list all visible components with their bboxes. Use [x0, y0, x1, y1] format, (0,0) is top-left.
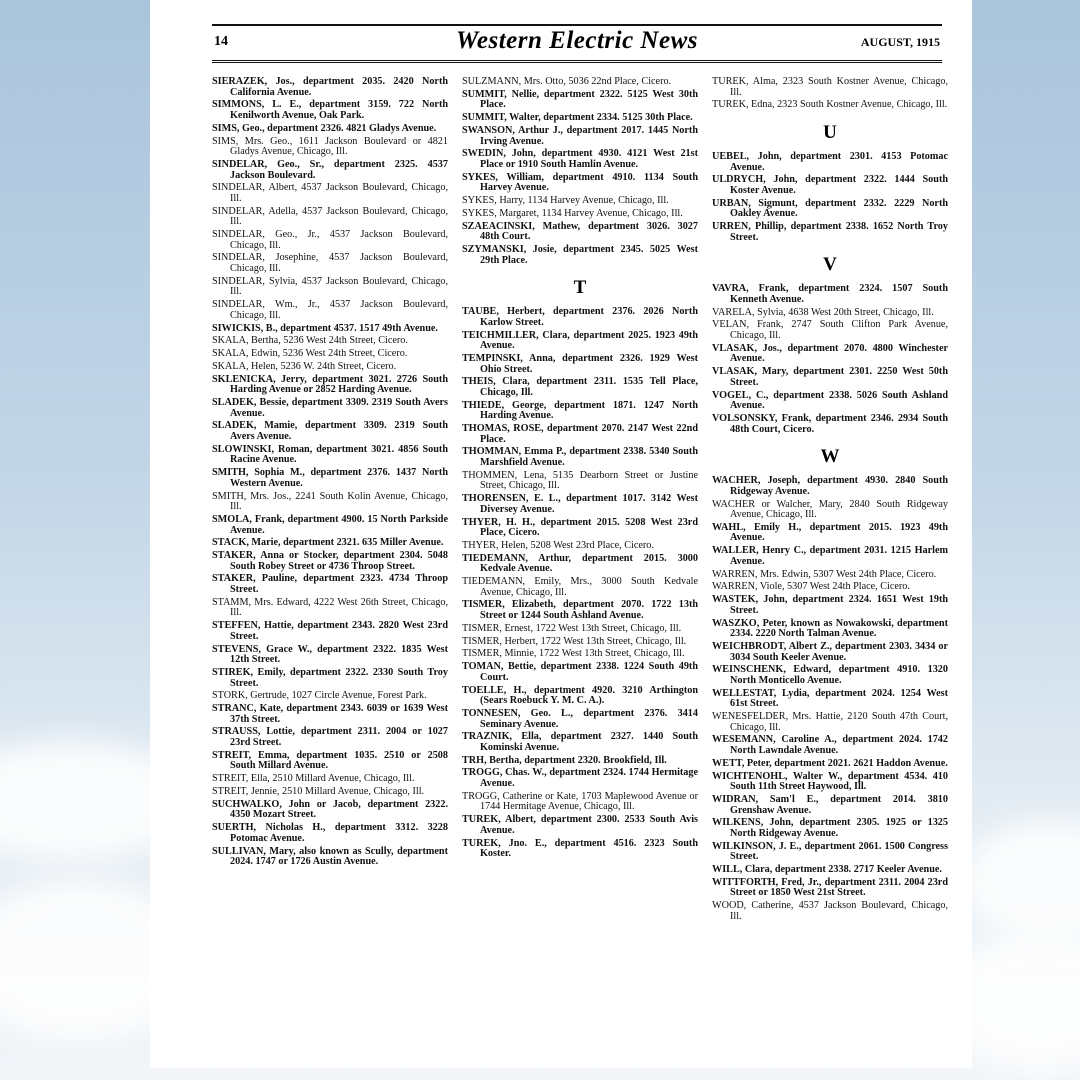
directory-entry: STACK, Marie, department 2321. 635 Miller Avenue. — [212, 537, 444, 549]
directory-entry: SINDELAR, Albert, 4537 Jackson Boulevard, Chicago, Ill. — [212, 182, 448, 204]
directory-entry: WIDRAN, Sam'l E., department 2014. 3810 Grenshaw Avenue. — [712, 793, 948, 816]
directory-entry: SYKES, William, department 4910. 1134 South Harvey Avenue. — [462, 171, 698, 194]
directory-entry: SMITH, Mrs. Jos., 2241 South Kolin Avenue, Chicago, Ill. — [212, 490, 448, 513]
directory-entry: SWEDIN, John, department 4930. 4121 West 21st Place or 1910 South Hamlin Avenue. — [462, 148, 698, 170]
directory-entry: STRAUSS, Lottie, department 2311. 2004 or 1027 23rd Street. — [212, 726, 448, 749]
directory-entry: SKALA, Edwin, 5236 West 24th Street, Cicero. — [212, 348, 408, 360]
directory-entry: VOGEL, C., department 2338. 5026 South Ashland Avenue. — [712, 389, 948, 412]
directory-entry: TRAZNIK, Ella, department 2327. 1440 South Kominski Avenue. — [462, 731, 698, 753]
directory-entry: WASZKO, Peter, known as Nowakowski, department 2334. 2220 North Talman Avenue. — [712, 617, 948, 640]
directory-entry: SUERTH, Nicholas H., department 3312. 3228 Potomac Avenue. — [212, 822, 448, 844]
directory-entry: SZAEACINSKI, Mathew, department 3026. 3027 48th Court. — [462, 220, 698, 243]
directory-entry: WILKINSON, J. E., department 2061. 1500 Congress Street. — [712, 840, 948, 863]
directory-entry: THEIS, Clara, department 2311. 1535 Tell Place, Chicago, Ill. — [462, 376, 698, 398]
directory-column-1 — [212, 77, 448, 925]
directory-entry: SINDELAR, Wm., Jr., 4537 Jackson Boulevard, Chicago, Ill. — [212, 299, 448, 321]
directory-entry: WALLER, Henry C., department 2031. 1215 Harlem Avenue. — [712, 545, 948, 567]
directory-entry: WAHL, Emily H., department 2015. 1923 49th Avenue. — [712, 521, 948, 544]
directory-entry: THOMMAN, Emma P., department 2338. 5340 South Marshfield Avenue. — [462, 446, 698, 469]
directory-entry: THYER, H. H., department 2015. 5208 West 23rd Place, Cicero. — [462, 516, 698, 539]
directory-entry: SKLENICKA, Jerry, department 3021. 2726 South Harding Avenue or 2852 Harding Avenue. — [212, 373, 448, 396]
directory-entry: THYER, Helen, 5208 West 23rd Place, Cicero. — [462, 539, 654, 551]
directory-entry: STREIT, Ella, 2510 Millard Avenue, Chicago, Ill. — [212, 773, 415, 785]
section-letter: V — [823, 254, 837, 276]
directory-entry: SULZMANN, Mrs. Otto, 5036 22nd Place, Cicero. — [462, 76, 672, 87]
directory-entry: WOOD, Catherine, 4537 Jackson Boulevard, Chicago, Ill. — [712, 900, 948, 922]
directory-entry: TROGG, Catherine or Kate, 1703 Maplewood Avenue or 1744 Hermitage Avenue, Chicago, Ill. — [462, 790, 698, 813]
directory-entry: TIEDEMANN, Emily, Mrs., 3000 South Kedvale Avenue, Chicago, Ill. — [462, 576, 698, 598]
directory-entry: URREN, Phillip, department 2338. 1652 North Troy Street. — [712, 221, 948, 243]
directory-entry: STREIT, Emma, department 1035. 2510 or 2508 South Millard Avenue. — [212, 749, 448, 772]
directory-entry: SIMS, Mrs. Geo., 1611 Jackson Boulevard or 4821 Gladys Avenue, Chicago, Ill. — [212, 135, 448, 158]
directory-entry: SLADEK, Bessie, department 3309. 2319 South Avers Avenue. — [212, 397, 448, 419]
newspaper-page — [150, 0, 972, 1068]
directory-column-3 — [712, 77, 948, 925]
directory-entry: TUREK, Albert, department 2300. 2533 South Avis Avenue. — [462, 814, 698, 836]
directory-entry: WESEMANN, Caroline A., department 2024. 1742 North Lawndale Avenue. — [712, 734, 948, 757]
directory-entry: TUREK, Jno. E., department 4516. 2323 South Koster. — [462, 837, 698, 860]
directory-entry: VLASAK, Mary, department 2301. 2250 West 50th Street. — [712, 366, 948, 388]
directory-entry: STRANC, Kate, department 2343. 6039 or 1639 West 37th Street. — [212, 703, 448, 725]
directory-entry: SIMMONS, L. E., department 3159. 722 North Kenilworth Avenue, Oak Park. — [212, 99, 448, 121]
directory-entry: TROGG, Chas. W., department 2324. 1744 Hermitage Avenue. — [462, 767, 698, 790]
directory-entry: TUREK, Alma, 2323 South Kostner Avenue, Chicago, Ill. — [712, 76, 948, 98]
directory-entry: WACHER or Walcher, Mary, 2840 South Ridgeway Avenue, Chicago, Ill. — [712, 498, 948, 521]
directory-entry: STORK, Gertrude, 1027 Circle Avenue, Forest Park. — [212, 690, 427, 702]
directory-columns — [212, 76, 948, 925]
directory-entry: THORENSEN, E. L., department 1017. 3142 West Diversey Avenue. — [462, 493, 698, 515]
directory-entry: SWANSON, Arthur J., department 2017. 1445 North Irving Avenue. — [462, 124, 698, 147]
directory-entry: STAKER, Anna or Stocker, department 2304. 5048 South Robey Street or 4736 Throop Street. — [212, 550, 448, 572]
directory-entry: SINDELAR, Geo., Sr., department 2325. 4537 Jackson Boulevard. — [212, 158, 448, 181]
directory-entry: WENESFELDER, Mrs. Hattie, 2120 South 47th Court, Chicago, Ill. — [712, 711, 948, 733]
directory-entry: VLASAK, Jos., department 2070. 4800 Winchester Avenue. — [712, 342, 948, 365]
page-number: 14 — [214, 34, 228, 49]
directory-entry: VARELA, Sylvia, 4638 West 20th Street, Chicago, Ill. — [712, 306, 934, 318]
publication-title: Western Electric News — [456, 27, 698, 54]
directory-entry: SIMS, Geo., department 2326. 4821 Gladys Avenue. — [212, 122, 437, 134]
directory-entry: SIWICKIS, B., department 4537. 1517 49th Avenue. — [212, 322, 438, 334]
directory-entry: SUMMIT, Walter, department 2334. 5125 30th Place. — [462, 112, 693, 124]
directory-entry: SINDELAR, Adella, 4537 Jackson Boulevard, Chicago, Ill. — [212, 205, 448, 228]
directory-entry: WARREN, Viole, 5307 West 24th Place, Cicero. — [712, 581, 910, 593]
directory-entry: SMITH, Sophia M., department 2376. 1437 North Western Avenue. — [212, 467, 448, 489]
section-letter: U — [823, 121, 837, 143]
directory-entry: WICHTENOHL, Walter W., department 4534. 410 South 11th Street Haywood, Ill. — [712, 770, 948, 793]
directory-entry: TISMER, Elizabeth, department 2070. 1722 13th Street or 1244 South Ashland Avenue. — [462, 599, 698, 622]
directory-entry: SIERAZEK, Jos., department 2035. 2420 North California Avenue. — [212, 76, 448, 98]
page-header — [212, 24, 942, 63]
directory-entry: SLOWINSKI, Roman, department 3021. 4856 South Racine Avenue. — [212, 443, 448, 466]
section-letter: T — [573, 277, 587, 299]
directory-entry: SINDELAR, Josephine, 4537 Jackson Boulevard, Chicago, Ill. — [212, 252, 448, 274]
directory-entry: TOMAN, Bettie, department 2338. 1224 South 49th Court. — [462, 661, 698, 683]
directory-entry: WILL, Clara, department 2338. 2717 Keeler Avenue. — [712, 864, 942, 876]
directory-entry: SULLIVAN, Mary, also known as Scully, department 2024. 1747 or 1726 Austin Avenue. — [212, 845, 448, 868]
directory-entry: THOMAS, ROSE, department 2070. 2147 West 22nd Place. — [462, 423, 698, 445]
directory-entry: SINDELAR, Sylvia, 4537 Jackson Boulevard, Chicago, Ill. — [212, 275, 448, 298]
directory-entry: STIREK, Emily, department 2322. 2330 South Troy Street. — [212, 666, 448, 689]
directory-entry: THOMMEN, Lena, 5135 Dearborn Street or Justine Street, Chicago, Ill. — [462, 469, 698, 492]
directory-entry: STAKER, Pauline, department 2323. 4734 Throop Street. — [212, 573, 448, 596]
directory-entry: SINDELAR, Geo., Jr., 4537 Jackson Boulevard, Chicago, Ill. — [212, 229, 448, 251]
directory-entry: TISMER, Herbert, 1722 West 13th Street, Chicago, Ill. — [462, 635, 687, 647]
directory-entry: TAUBE, Herbert, department 2376. 2026 North Karlow Street. — [462, 306, 698, 328]
directory-entry: THIEDE, George, department 1871. 1247 North Harding Avenue. — [462, 399, 698, 422]
directory-entry: WACHER, Joseph, department 4930. 2840 South Ridgeway Avenue. — [712, 475, 948, 497]
directory-column-2 — [462, 77, 698, 925]
directory-entry: WARREN, Mrs. Edwin, 5307 West 24th Place, Cicero. — [712, 568, 937, 580]
directory-entry: ULDRYCH, John, department 2322. 1444 South Koster Avenue. — [712, 174, 948, 196]
directory-entry: TUREK, Edna, 2323 South Kostner Avenue, Chicago, Ill. — [712, 99, 948, 111]
directory-entry: SZYMANSKI, Josie, department 2345. 5025 West 29th Place. — [462, 244, 698, 266]
directory-entry: UEBEL, John, department 2301. 4153 Potomac Avenue. — [712, 150, 948, 173]
directory-entry: URBAN, Sigmunt, department 2332. 2229 North Oakley Avenue. — [712, 197, 948, 220]
directory-entry: TRH, Bertha, department 2320. Brookfield, Ill. — [462, 754, 667, 766]
directory-entry: WETT, Peter, department 2021. 2621 Haddon Avenue. — [712, 757, 948, 769]
directory-entry: TEICHMILLER, Clara, department 2025. 1923 49th Avenue. — [462, 329, 698, 352]
directory-entry: SYKES, Harry, 1134 Harvey Avenue, Chicago, Ill. — [462, 195, 669, 207]
directory-entry: VOLSONSKY, Frank, department 2346. 2934 South 48th Court, Cicero. — [712, 412, 948, 435]
directory-entry: WELLESTAT, Lydia, department 2024. 1254 West 61st Street. — [712, 687, 948, 710]
directory-entry: SMOLA, Frank, department 4900. 15 North Parkside Avenue. — [212, 513, 448, 536]
directory-entry: WEICHBRODT, Albert Z., department 2303. 3434 or 3034 South Keeler Avenue. — [712, 640, 948, 663]
directory-entry: WEINSCHENK, Edward, department 4910. 1320 North Monticello Avenue. — [712, 664, 948, 686]
directory-entry: VAVRA, Frank, department 2324. 1507 South Kenneth Avenue. — [712, 283, 948, 305]
directory-entry: TOELLE, H., department 4920. 3210 Arthington (Sears Roebuck Y. M. C. A.). — [462, 684, 698, 707]
directory-entry: STAMM, Mrs. Edward, 4222 West 26th Street, Chicago, Ill. — [212, 596, 448, 619]
directory-entry: STEFFEN, Hattie, department 2343. 2820 West 23rd Street. — [212, 620, 448, 642]
directory-entry: TISMER, Minnie, 1722 West 13th Street, Chicago, Ill. — [462, 648, 685, 660]
directory-entry: WASTEK, John, department 2324. 1651 West 19th Street. — [712, 594, 948, 616]
issue-date: AUGUST, 1915 — [860, 35, 940, 49]
directory-entry: STEVENS, Grace W., department 2322. 1835 West 12th Street. — [212, 643, 448, 666]
directory-entry: TEMPINSKI, Anna, department 2326. 1929 West Ohio Street. — [462, 352, 698, 375]
directory-entry: STREIT, Jennie, 2510 Millard Avenue, Chicago, Ill. — [212, 786, 425, 797]
directory-entry: TONNESEN, Geo. L., department 2376. 3414 Seminary Avenue. — [462, 707, 698, 730]
directory-entry: VELAN, Frank, 2747 South Clifton Park Avenue, Chicago, Ill. — [712, 319, 948, 342]
section-letter: W — [820, 446, 840, 468]
directory-entry: TIEDEMANN, Arthur, department 2015. 3000 Kedvale Avenue. — [462, 552, 698, 575]
directory-entry: SYKES, Margaret, 1134 Harvey Avenue, Chicago, Ill. — [462, 207, 683, 219]
directory-entry: TISMER, Ernest, 1722 West 13th Street, Chicago, Ill. — [462, 622, 682, 634]
directory-entry: SUCHWALKO, John or Jacob, department 2322. 4350 Mozart Street. — [212, 798, 448, 821]
cloud-decoration — [960, 820, 1080, 940]
directory-entry: SLADEK, Mamie, department 3309. 2319 South Avers Avenue. — [212, 420, 448, 442]
directory-entry: WILKENS, John, department 2305. 1925 or 1325 North Ridgeway Avenue. — [712, 817, 948, 839]
directory-entry: SKALA, Helen, 5236 W. 24th Street, Cicero. — [212, 360, 397, 372]
directory-entry: SKALA, Bertha, 5236 West 24th Street, Cicero. — [212, 335, 408, 347]
directory-entry: SUMMIT, Nellie, department 2322. 5125 West 30th Place. — [462, 88, 698, 111]
directory-entry: WITTFORTH, Fred, Jr., department 2311. 2004 23rd Street or 1850 West 21st Street. — [712, 876, 948, 899]
